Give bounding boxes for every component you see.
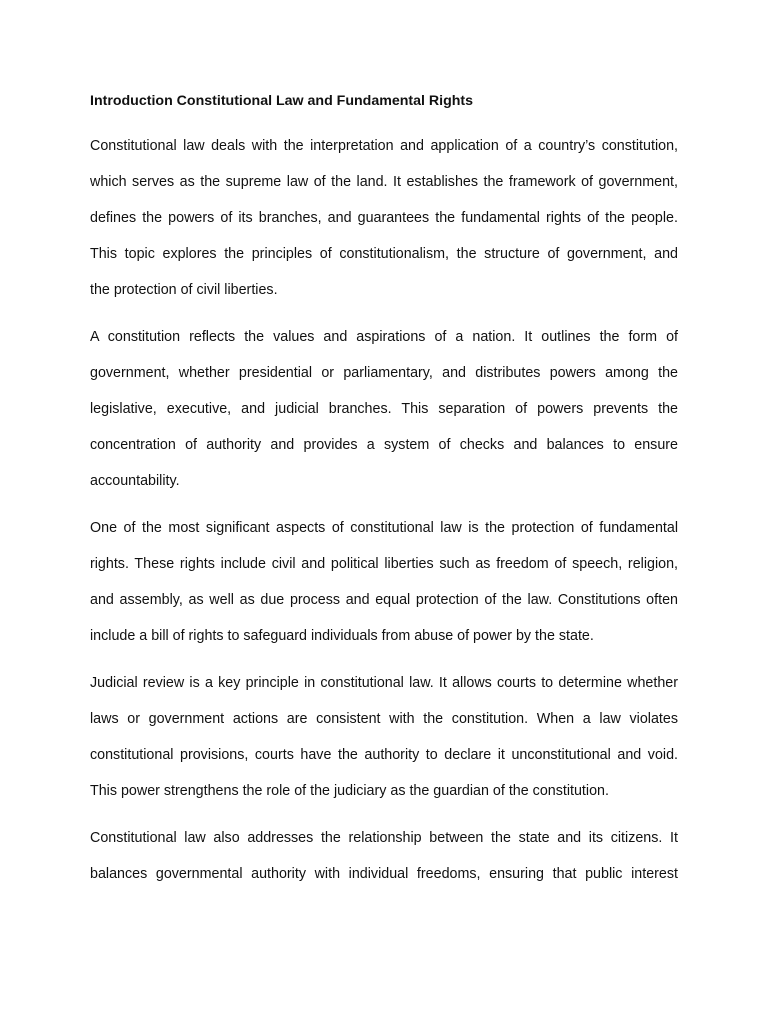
text-line: This topic explores the principles of constitutionalism, the structure of government, and <box>90 246 678 262</box>
document-page <box>90 91 678 913</box>
text-line: This power strengthens the role of the judiciary as the guardian of the constitution. <box>90 783 609 799</box>
text-line: Constitutional law deals with the interpretation and application of a country’s constitution, <box>90 138 678 154</box>
text-line: rights. These rights include civil and political liberties such as freedom of speech, religion, <box>90 556 678 572</box>
text-line: laws or government actions are consistent with the constitution. When a law violates <box>90 711 678 727</box>
text-line: balances governmental authority with individual freedoms, ensuring that public interest <box>90 866 678 882</box>
paragraph-4 <box>90 675 678 819</box>
text-line: defines the powers of its branches, and guarantees the fundamental rights of the people. <box>90 210 678 226</box>
text-line: the protection of civil liberties. <box>90 282 278 298</box>
text-line: A constitution reflects the values and aspirations of a nation. It outlines the form of <box>90 329 678 345</box>
paragraph-2 <box>90 329 678 509</box>
text-line: and assembly, as well as due process and equal protection of the law. Constitutions often <box>90 592 678 608</box>
text-line: concentration of authority and provides a system of checks and balances to ensure <box>90 437 678 453</box>
text-line: Judicial review is a key principle in constitutional law. It allows courts to determine whether <box>90 675 678 691</box>
text-line: government, whether presidential or parliamentary, and distributes powers among the <box>90 365 678 381</box>
text-line: which serves as the supreme law of the land. It establishes the framework of government, <box>90 174 678 190</box>
paragraph-1 <box>90 138 678 318</box>
document-title: Introduction Constitutional Law and Fundamental Rights <box>90 93 474 109</box>
text-line: legislative, executive, and judicial branches. This separation of powers prevents the <box>90 401 678 417</box>
text-line: One of the most significant aspects of constitutional law is the protection of fundamental <box>90 520 678 536</box>
paragraph-3 <box>90 520 678 664</box>
text-line: constitutional provisions, courts have the authority to declare it unconstitutional and void. <box>90 747 678 763</box>
text-line: include a bill of rights to safeguard individuals from abuse of power by the state. <box>90 628 594 644</box>
text-line: accountability. <box>90 473 180 489</box>
text-line: Constitutional law also addresses the relationship between the state and its citizens. It <box>90 830 678 846</box>
paragraph-5 <box>90 830 678 902</box>
